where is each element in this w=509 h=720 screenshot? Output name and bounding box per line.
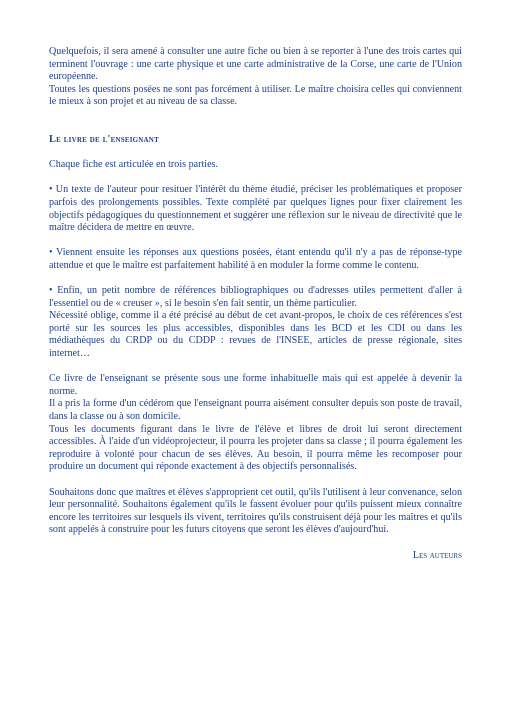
spacer bbox=[49, 361, 462, 374]
bullet-references: • Enfin, un petit nombre de références bibliographiques ou d'adresses utiles permettent d'aller à l'essentiel ou de « creuser », si le besoin s'en fait sentir, un thème particulier. bbox=[49, 285, 462, 309]
document-page bbox=[49, 46, 462, 562]
spacer bbox=[49, 235, 462, 248]
section-heading: Le livre de l'enseignant bbox=[49, 133, 159, 145]
signature: Les auteurs bbox=[412, 549, 462, 561]
spacer bbox=[49, 537, 462, 550]
spacer bbox=[49, 109, 462, 134]
paragraph-norme: Ce livre de l'enseignant se présente sous une forme inhabituelle mais qui est appelée à devenir la norme. bbox=[49, 373, 462, 397]
bullet-answers: • Viennent ensuite les réponses aux questions posées, étant entendu qu'il n'y a pas de réponse-type attendue et que le maître est parfaitement habilité à en moduler la forme comme le contenu. bbox=[49, 247, 462, 271]
paragraph-documents: Tous les documents figurant dans le livre de l'élève et libres de droit lui seront directement accessibles. À l'aide d'un vidéoprojecteur, il pourra les projeter dans sa classe ; il pourra également les reproduire à volonté pour chacun de ses élèves. Au besoin, il pourra même les recomposer pour produire un document qui réponde exactement à des objectifs personnalisés. bbox=[49, 423, 462, 473]
spacer bbox=[49, 474, 462, 487]
paragraph-wishes: Souhaitons donc que maîtres et élèves s'approprient cet outil, qu'ils l'utilisent à leur convenance, selon leur personnalité. Souhaitons également qu'ils le fassent évoluer pour qu'ils puissent mieux connaître encore les territoires sur lesquels ils vivent, territoires qu'ils construisent déjà pour les maîtres et qu'ils sont appelés à construire pour les futurs citoyens que seront les élèves d'aujourd'hui. bbox=[49, 486, 462, 536]
references-continuation: Nécessité oblige, comme il a été précisé au début de cet avant-propos, le choix de ces références s'est porté sur les sources les plus accessibles, disponibles dans les BCD et les CDI ou dans les médiathèques du CRDP ou du CDDP : revues de l'INSEE, articles de presse régionale, sites internet… bbox=[49, 310, 462, 360]
spacer bbox=[49, 147, 462, 160]
paragraph-cdrom: Il a pris la forme d'un cédérom que l'enseignant pourra aisément consulter depuis son poste de travail, dans la classe ou à son domicile. bbox=[49, 398, 462, 423]
intro-paragraph-maps: Quelquefois, il sera amené à consulter une autre fiche ou bien à se reporter à l'une des trois cartes qui terminent l'ouvrage : une carte physique et une carte administrative de la Corse, une carte de l'Union européenne. bbox=[49, 46, 462, 83]
section-lead: Chaque fiche est articulée en trois parties. bbox=[49, 159, 219, 171]
spacer bbox=[49, 273, 462, 286]
spacer bbox=[49, 172, 462, 185]
intro-paragraph-questions: Toutes les questions posées ne sont pas forcément à utiliser. Le maître choisira celles qui conviennent le mieux à son projet et au niveau de sa classe. bbox=[49, 83, 462, 108]
bullet-author-text: • Un texte de l'auteur pour resituer l'intérêt du thème étudié, préciser les problématiques et proposer parfois des prolongements possibles. Texte complété par quelques lignes pour fixer clairement les objectifs pédagogiques du questionnement et suggérer une réflexion sur le niveau de directivité que le maître décidera de mettre en œuvre. bbox=[49, 184, 462, 234]
